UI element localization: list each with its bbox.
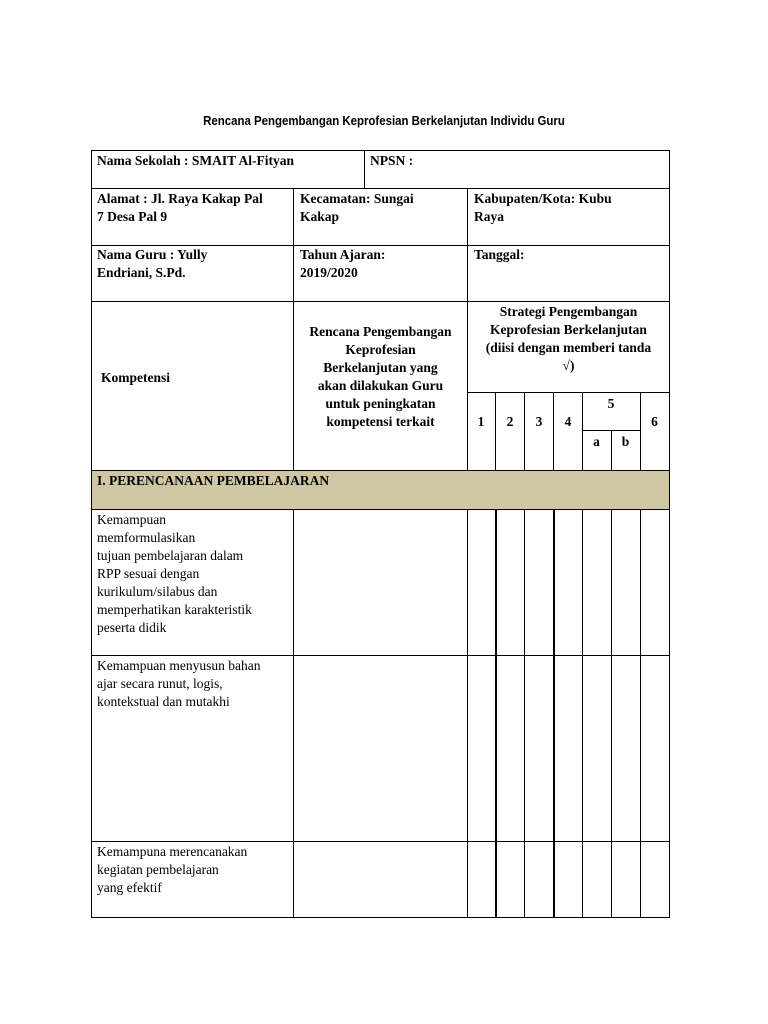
col-line (640, 509, 641, 918)
col-line (611, 509, 612, 918)
district: Kecamatan: Sungai Kakap (300, 191, 414, 224)
competency-row-2: Kemampuan menyusun bahan ajar secara runut, logis, kontekstual dan mutakhi (97, 658, 261, 709)
competency-heading: Kompetensi (101, 370, 170, 385)
strategy-col-2: 2 (506, 414, 514, 429)
table-border-bottom (91, 917, 670, 918)
col-line (293, 509, 294, 918)
col-line (495, 392, 496, 470)
col-line (495, 509, 497, 918)
address: Alamat : Jl. Raya Kakap Pal 7 Desa Pal 9 (97, 191, 263, 224)
date-label: Tanggal: (474, 247, 525, 262)
plan-heading: Rencana Pengembangan Keprofesian Berkelanjutan yang akan dilakukan Guru untuk peningkatan kompetensi terkait (309, 324, 452, 429)
col-line (524, 509, 525, 918)
section-title: I. PERENCANAAN PEMBELAJARAN (97, 473, 330, 488)
row-line (91, 655, 670, 656)
strategy-heading: Strategi Pengembangan Keprofesian Berkelanjutan (diisi dengan memberi tanda √) (485, 304, 652, 373)
table-border-left (91, 150, 92, 918)
strategy-col-5a: a (593, 434, 600, 449)
row-line (91, 470, 670, 471)
npsn-label: NPSN : (370, 153, 414, 168)
col-line (553, 509, 555, 918)
row-line (91, 841, 670, 842)
col-line (640, 392, 641, 470)
strategy-col-5: 5 (607, 396, 615, 411)
strategy-col-1: 1 (477, 414, 485, 429)
col-line (553, 392, 554, 470)
document-title: Rencana Pengembangan Keprofesian Berkelanjutan Individu Guru (203, 113, 565, 128)
row-line (91, 301, 670, 302)
competency-row-3: Kemampuna merencanakan kegiatan pembelajaran yang efektif (97, 844, 248, 895)
academic-year: Tahun Ajaran: 2019/2020 (300, 247, 386, 280)
strategy-col-6: 6 (651, 414, 658, 429)
strategy-col-5b: b (621, 434, 630, 449)
competency-row-1: Kemampuan memformulasikan tujuan pembelajaran dalam RPP sesuai dengan kurikulum/silabus dan memperhatikan karakteristik peserta didik (97, 512, 252, 635)
strategy-col-3: 3 (535, 414, 543, 429)
row-line (91, 188, 670, 189)
school-name: Nama Sekolah : SMAIT Al-Fityan (97, 153, 295, 168)
table-border-right (669, 150, 670, 918)
table-border-top (91, 150, 670, 151)
regency: Kabupaten/Kota: Kubu Raya (474, 191, 612, 224)
col-line (524, 392, 525, 470)
row-line (91, 509, 670, 510)
teacher-name: Nama Guru : Yully Endriani, S.Pd. (97, 247, 208, 280)
col-line (364, 150, 365, 189)
col-line (582, 509, 583, 918)
col-line (467, 509, 468, 918)
strategy-col-4: 4 (564, 414, 572, 429)
